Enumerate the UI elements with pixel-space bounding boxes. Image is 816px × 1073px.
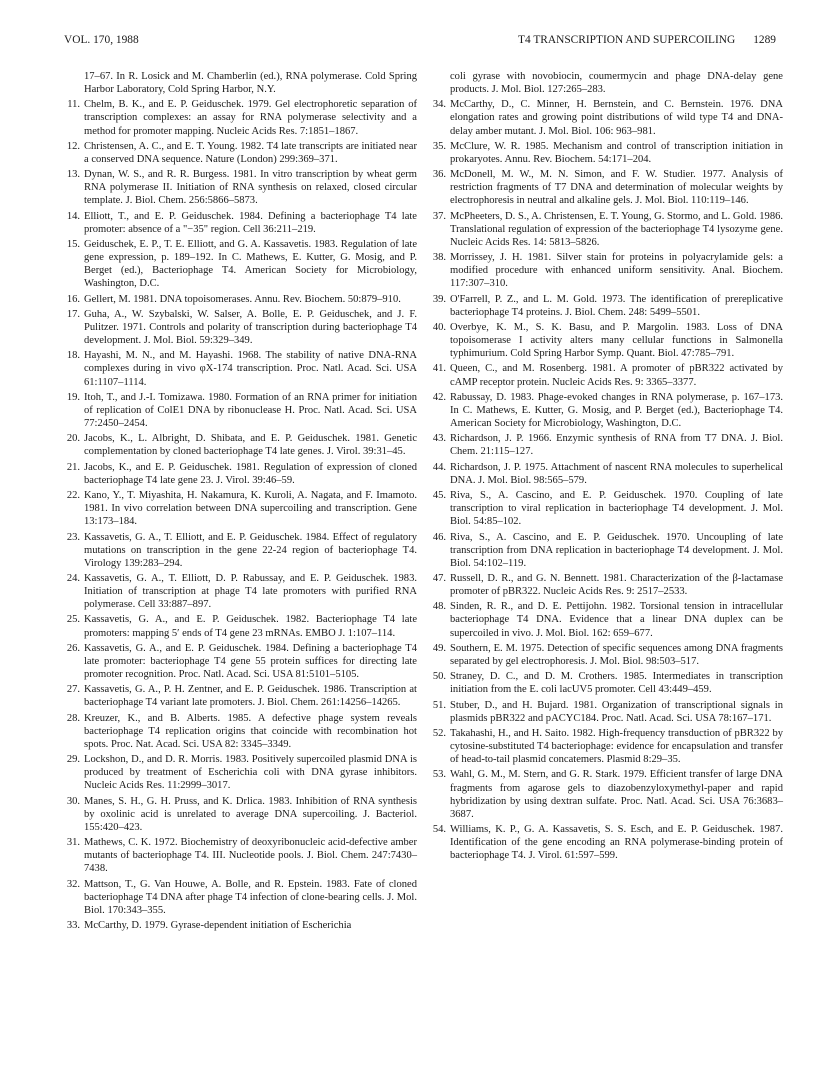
- reference-entry: [430, 727, 783, 766]
- reference-number: 42.: [432, 391, 446, 403]
- reference-entry: [430, 489, 783, 528]
- reference-entry: [64, 878, 417, 917]
- reference-text: Morrissey, J. H. 1981. Silver stain for proteins in polyacrylamide gels: a modified procedure with enhanced uniform sensitivity. Anal. Biochem. 117:307–310.: [450, 252, 783, 290]
- reference-text: Kreuzer, K., and B. Alberts. 1985. A defective phage system reveals bacteriophage T4 replication origins that coincide with recombination hot spots. Proc. Nat. Acad. Sci. USA 82: 3345–3349.: [84, 712, 417, 750]
- page-number: 1289: [753, 34, 776, 46]
- reference-number: 48.: [432, 601, 446, 613]
- reference-number: 49.: [432, 642, 446, 654]
- reference-number: 50.: [432, 671, 446, 683]
- reference-entry: [430, 140, 783, 166]
- reference-text: Jacobs, K., and E. P. Geiduschek. 1981. Regulation of expression of cloned bacteriophage T4 late gene 23. J. Virol. 39:46–59.: [84, 461, 417, 486]
- reference-entry: [430, 251, 783, 290]
- reference-number: 14.: [66, 210, 80, 222]
- reference-number: 25.: [66, 614, 80, 626]
- reference-number: 30.: [66, 795, 80, 807]
- reference-number: 26.: [66, 642, 80, 654]
- reference-text: Chelm, B. K., and E. P. Geiduschek. 1979. Gel electrophoretic separation of transcription complexes: an assay for RNA polymerase selectivity and a method for promoter mapping. Nucleic Acids Res. 7:1851–1867.: [84, 99, 417, 137]
- running-header: [64, 34, 776, 50]
- reference-number: 43.: [432, 433, 446, 445]
- reference-number: 52.: [432, 727, 446, 739]
- reference-entry: [64, 712, 417, 751]
- reference-number: 36.: [432, 169, 446, 181]
- reference-text: Christensen, A. C., and E. T. Young. 1982. T4 late transcripts are initiated near a conserved DNA sequence. Nature (London) 299:369–371.: [84, 140, 417, 165]
- reference-entry: [430, 572, 783, 598]
- reference-text: McDonell, M. W., M. N. Simon, and F. W. Studier. 1977. Analysis of restriction fragments of T7 DNA and determination of molecular weights by electrophoresis in neutral and alkaline gels. J. Mol. Biol. 110:119–146.: [450, 169, 783, 207]
- reference-number: 16.: [66, 293, 80, 305]
- reference-entry: [64, 293, 417, 306]
- reference-entry: [430, 293, 783, 319]
- reference-text: McClure, W. R. 1985. Mechanism and control of transcription initiation in prokaryotes. Annu. Rev. Biochem. 54:171–204.: [450, 140, 783, 165]
- reference-text: Wahl, G. M., M. Stern, and G. R. Stark. 1979. Efficient transfer of large DNA fragments from agarose gels to diazobenzyloxymethyl-paper and rapid hybridization by using dextran sulfate. Proc. Natl. Acad. Sci. USA 76:3683–3687.: [450, 769, 783, 820]
- reference-entry: [64, 753, 417, 792]
- reference-text: Dynan, W. S., and R. R. Burgess. 1981. In vitro transcription by wheat germ RNA polymerase II. Initiation of RNA synthesis on relaxed, closed circular template. J. Biol. Chem. 256:5866–5873.: [84, 169, 417, 207]
- reference-number: 32.: [66, 878, 80, 890]
- reference-entry: [64, 919, 417, 932]
- reference-text: Manes, S. H., G. H. Pruss, and K. Drlica. 1983. Inhibition of RNA synthesis by oxolinic acid is unrelated to average DNA supercoiling. J. Bacteriol. 155:420–423.: [84, 795, 417, 833]
- reference-entry: [64, 461, 417, 487]
- reference-number: 34.: [432, 99, 446, 111]
- reference-text: Takahashi, H., and H. Saito. 1982. High-frequency transduction of pBR322 by cytosine-substituted T4 bacteriophage: evidence for encapsulation and transfer of head-to-tail plasmid concatemers. Plasmid 8:29–35.: [450, 727, 783, 766]
- reference-number: 33.: [66, 920, 80, 932]
- reference-text: Richardson, J. P. 1966. Enzymic synthesis of RNA from T7 DNA. J. Biol. Chem. 21:115–127.: [450, 433, 783, 458]
- reference-text: McCarthy, D., C. Minner, H. Bernstein, and C. Bernstein. 1976. DNA elongation rates and growing point distributions of wild type T4 and DNA-delay amber mutant. J. Mol. Biol. 106: 963–981.: [450, 99, 783, 137]
- reference-text: Elliott, T., and E. P. Geiduschek. 1984. Defining a bacteriophage T4 late promoter: absence of a "−35" region. Cell 36:211–219.: [84, 210, 417, 235]
- running-title: T4 TRANSCRIPTION AND SUPERCOILING: [518, 34, 736, 46]
- reference-text: Queen, C., and M. Rosenberg. 1981. A promoter of pBR322 activated by cAMP receptor protein. Nucleic Acids Res. 9: 3365–3377.: [450, 363, 783, 388]
- reference-text: O'Farrell, P. Z., and L. M. Gold. 1973. The identification of prereplicative bacteriophage T4 proteins. J. Biol. Chem. 248: 5499–5501.: [450, 293, 783, 318]
- reference-text: Straney, D. C., and D. M. Crothers. 1985. Intermediates in transcription initiation from the E. coli lacUV5 promoter. Cell 43:449–459.: [450, 671, 783, 696]
- reference-entry: [430, 670, 783, 696]
- reference-column-right: [430, 70, 783, 864]
- reference-number: 21.: [66, 461, 80, 473]
- reference-number: 23.: [66, 531, 80, 543]
- reference-text: Kassavetis, G. A., and E. P. Geiduschek. 1984. Defining a bacteriophage T4 late promoter: bacteriophage T4 gene 55 protein suffices for directing late promoter recognition. Proc. Natl. Acad. Sci. USA 81:5101–5105.: [84, 642, 417, 681]
- reference-number: 13.: [66, 169, 80, 181]
- reference-entry: [430, 768, 783, 820]
- reference-entry: [64, 140, 417, 166]
- reference-entry: [430, 210, 783, 249]
- reference-text: Mathews, C. K. 1972. Biochemistry of deoxyribonucleic acid-defective amber mutants of bacteriophage T4. III. Nucleotide pools. J. Biol. Chem. 247:7430–7438.: [84, 837, 417, 875]
- reference-text: Jacobs, K., L. Albright, D. Shibata, and E. P. Geiduschek. 1981. Genetic complementation by cloned bacteriophage T4 late genes. J. Virol. 39:31–45.: [84, 433, 417, 458]
- reference-text: Sinden, R. R., and D. E. Pettijohn. 1982. Torsional tension in intracellular bacteriophage T4 DNA. Evidence that a linear DNA duplex can be supercoiled in vivo. J. Mol. Biol. 162: 659–677.: [450, 601, 783, 639]
- reference-entry: [64, 531, 417, 570]
- reference-number: 41.: [432, 363, 446, 375]
- reference-text: Riva, S., A. Cascino, and E. P. Geiduschek. 1970. Uncoupling of late transcription from DNA replication in bacteriophage T4 development. J. Mol. Biol. 54:102–119.: [450, 531, 783, 569]
- reference-text: Lockshon, D., and D. R. Morris. 1983. Positively supercoiled plasmid DNA is produced by treatment of Escherichia coli with DNA gyrase inhibitors. Nucleic Acids Res. 11:2999–3017.: [84, 754, 417, 792]
- reference-entry: [430, 98, 783, 137]
- reference-text: Rabussay, D. 1983. Phage-evoked changes in RNA polymerase, p. 167–173. In C. Mathews, E. Kutter, G. Mosig, and P. Berget (ed.), Bacteriophage T4. American Society for Microbiology, Washington, D.C.: [450, 391, 783, 430]
- reference-entry: [64, 572, 417, 611]
- reference-text: Kassavetis, G. A., T. Elliott, D. P. Rabussay, and E. P. Geiduschek. 1983. Initiation of transcription at phage T4 late promoters with purified RNA polymerase. Cell 33:887–897.: [84, 573, 417, 611]
- reference-text: Williams, K. P., G. A. Kassavetis, S. S. Esch, and E. P. Geiduschek. 1987. Identification of the gene encoding an RNA polymerase-binding protein of bacteriophage T4. J. Virol. 61:597–599.: [450, 824, 783, 862]
- reference-entry: [64, 836, 417, 875]
- reference-number: 31.: [66, 837, 80, 849]
- reference-number: 17.: [66, 308, 80, 320]
- reference-entry: [64, 308, 417, 347]
- reference-number: 40.: [432, 322, 446, 333]
- reference-number: 11.: [67, 99, 80, 111]
- reference-number: 45.: [432, 490, 446, 502]
- reference-entry: [430, 321, 783, 360]
- reference-entry: [64, 98, 417, 137]
- reference-entry: [64, 168, 417, 207]
- reference-number: 15.: [66, 239, 80, 251]
- reference-text: Richardson, J. P. 1975. Attachment of nascent RNA molecules to superhelical DNA. J. Mol. Biol. 98:565–579.: [450, 461, 783, 486]
- reference-number: 54.: [432, 824, 446, 835]
- reference-entry: [64, 70, 417, 96]
- reference-number: 35.: [432, 140, 446, 152]
- reference-entry: [64, 238, 417, 290]
- reference-entry: [64, 432, 417, 458]
- reference-entry: [430, 642, 783, 668]
- reference-number: 24.: [66, 573, 80, 584]
- reference-entry: [64, 210, 417, 236]
- reference-number: 19.: [66, 391, 80, 403]
- reference-text: Stuber, D., and H. Bujard. 1981. Organization of transcriptional signals in plasmids pBR322 and pACYC184. Proc. Natl. Acad. Sci. USA 78:167–171.: [450, 699, 783, 724]
- reference-text: McCarthy, D. 1979. Gyrase-dependent initiation of Escherichia: [84, 920, 352, 932]
- reference-number: 39.: [432, 293, 446, 305]
- reference-entry: [430, 600, 783, 639]
- reference-entry: [64, 795, 417, 834]
- reference-number: 53.: [432, 769, 446, 781]
- reference-entry: [430, 168, 783, 207]
- reference-text: McPheeters, D. S., A. Christensen, E. T. Young, G. Stormo, and L. Gold. 1986. Translational regulation of expression of the bacteriophage T4 lysozyme gene. Nucleic Acids Res. 14: 5813–5826.: [450, 210, 784, 248]
- reference-number: 38.: [432, 252, 446, 264]
- reference-number: 22.: [66, 490, 80, 502]
- reference-text: Russell, D. R., and G. N. Bennett. 1981. Characterization of the β-lactamase promoter of pBR322. Nucleic Acids Res. 9: 2517–2533.: [450, 573, 783, 598]
- reference-column-left: [64, 70, 417, 934]
- reference-number: 46.: [432, 531, 446, 543]
- reference-number: 18.: [66, 350, 80, 362]
- reference-text: Hayashi, M. N., and M. Hayashi. 1968. The stability of native DNA-RNA complexes during in vivo φX-174 transcription. Proc. Natl. Acad. Sci. USA 61:1107–1114.: [84, 350, 417, 388]
- reference-entry: [64, 349, 417, 388]
- reference-text: Riva, S., A. Cascino, and E. P. Geiduschek. 1970. Coupling of late transcription to viral replication in bacteriophage T4 development. J. Mol. Biol. 54:85–102.: [450, 490, 783, 528]
- reference-text: coli gyrase with novobiocin, coumermycin and phage DNA-delay gene products. J. Mol. Biol. 127:265–283.: [450, 71, 783, 96]
- reference-number: 28.: [66, 712, 80, 724]
- reference-text: Kano, Y., T. Miyashita, H. Nakamura, K. Kuroli, A. Nagata, and F. Imamoto. 1981. In vivo correlation between DNA supercoiling and transcription. Gene 13:173–184.: [84, 490, 417, 528]
- reference-entry: [430, 461, 783, 487]
- reference-text: Gellert, M. 1981. DNA topoisomerases. Annu. Rev. Biochem. 50:879–910.: [84, 293, 401, 305]
- reference-text: Kassavetis, G. A., T. Elliott, and E. P. Geiduschek. 1984. Effect of regulatory mutations on transcription in the gene 22-24 region of bacteriophage T4. Virology 139:283–294.: [84, 531, 417, 569]
- reference-number: 20.: [66, 433, 80, 445]
- reference-entry: [430, 432, 783, 458]
- reference-entry: [430, 823, 783, 862]
- reference-entry: [430, 70, 783, 96]
- reference-number: 37.: [432, 210, 446, 222]
- reference-number: 29.: [66, 754, 80, 766]
- reference-text: Kassavetis, G. A., P. H. Zentner, and E. P. Geiduschek. 1986. Transcription at bacteriophage T4 variant late promoters. J. Biol. Chem. 261:14256–14265.: [84, 684, 417, 709]
- reference-text: Guha, A., W. Szybalski, W. Salser, A. Bolle, E. P. Geiduschek, and J. F. Pulitzer. 1971. Controls and polarity of transcription during bacteriophage T4 development. J. Mol. Biol. 59:329–349.: [84, 308, 417, 347]
- reference-text: Southern, E. M. 1975. Detection of specific sequences among DNA fragments separated by gel electrophoresis. J. Mol. Biol. 98:503–517.: [450, 642, 783, 667]
- reference-number: 47.: [432, 573, 446, 584]
- reference-entry: [64, 489, 417, 528]
- reference-number: 44.: [432, 461, 446, 473]
- running-title-block: [518, 34, 776, 46]
- reference-text: 17–67. In R. Losick and M. Chamberlin (ed.), RNA polymerase. Cold Spring Harbor Laboratory, Cold Spring Harbor, N.Y.: [84, 71, 417, 96]
- reference-text: Mattson, T., G. Van Houwe, A. Bolle, and R. Epstein. 1983. Fate of cloned bacteriophage T4 DNA after phage T4 infection of clone-bearing cells. J. Mol. Biol. 170:343–355.: [84, 878, 417, 916]
- reference-entry: [64, 642, 417, 681]
- reference-entry: [430, 391, 783, 430]
- reference-entry: [64, 613, 417, 639]
- reference-number: 12.: [66, 140, 80, 152]
- reference-text: Kassavetis, G. A., and E. P. Geiduschek. 1982. Bacteriophage T4 late promoters: mapping 5′ ends of T4 gene 23 mRNAs. EMBO J. 1:107–114.: [84, 614, 417, 639]
- reference-number: 51.: [432, 699, 446, 711]
- reference-text: Geiduschek, E. P., T. E. Elliott, and G. A. Kassavetis. 1983. Regulation of late gene expression, p. 189–192. In C. Mathews, E. Kutter, G. Mosig, and P. Berget (ed.), Bacteriophage T4. American Society for Microbiology, Washington, D.C.: [84, 239, 417, 290]
- reference-text: Overbye, K. M., S. K. Basu, and P. Margolin. 1983. Loss of DNA topoisomerase I activity alters many cellular functions in Salmonella typhimurium. Cold Spring Harbor Symp. Quant. Biol. 47:785–791.: [450, 322, 783, 360]
- reference-number: 27.: [66, 684, 80, 696]
- reference-entry: [64, 391, 417, 430]
- reference-entry: [64, 683, 417, 709]
- reference-entry: [430, 362, 783, 388]
- reference-entry: [430, 699, 783, 725]
- reference-text: Itoh, T., and J.-I. Tomizawa. 1980. Formation of an RNA primer for initiation of replication of ColE1 DNA by ribonuclease H. Proc. Natl. Acad. Sci. USA 77:2450–2454.: [84, 391, 417, 430]
- reference-entry: [430, 531, 783, 570]
- journal-volume: VOL. 170, 1988: [64, 34, 139, 46]
